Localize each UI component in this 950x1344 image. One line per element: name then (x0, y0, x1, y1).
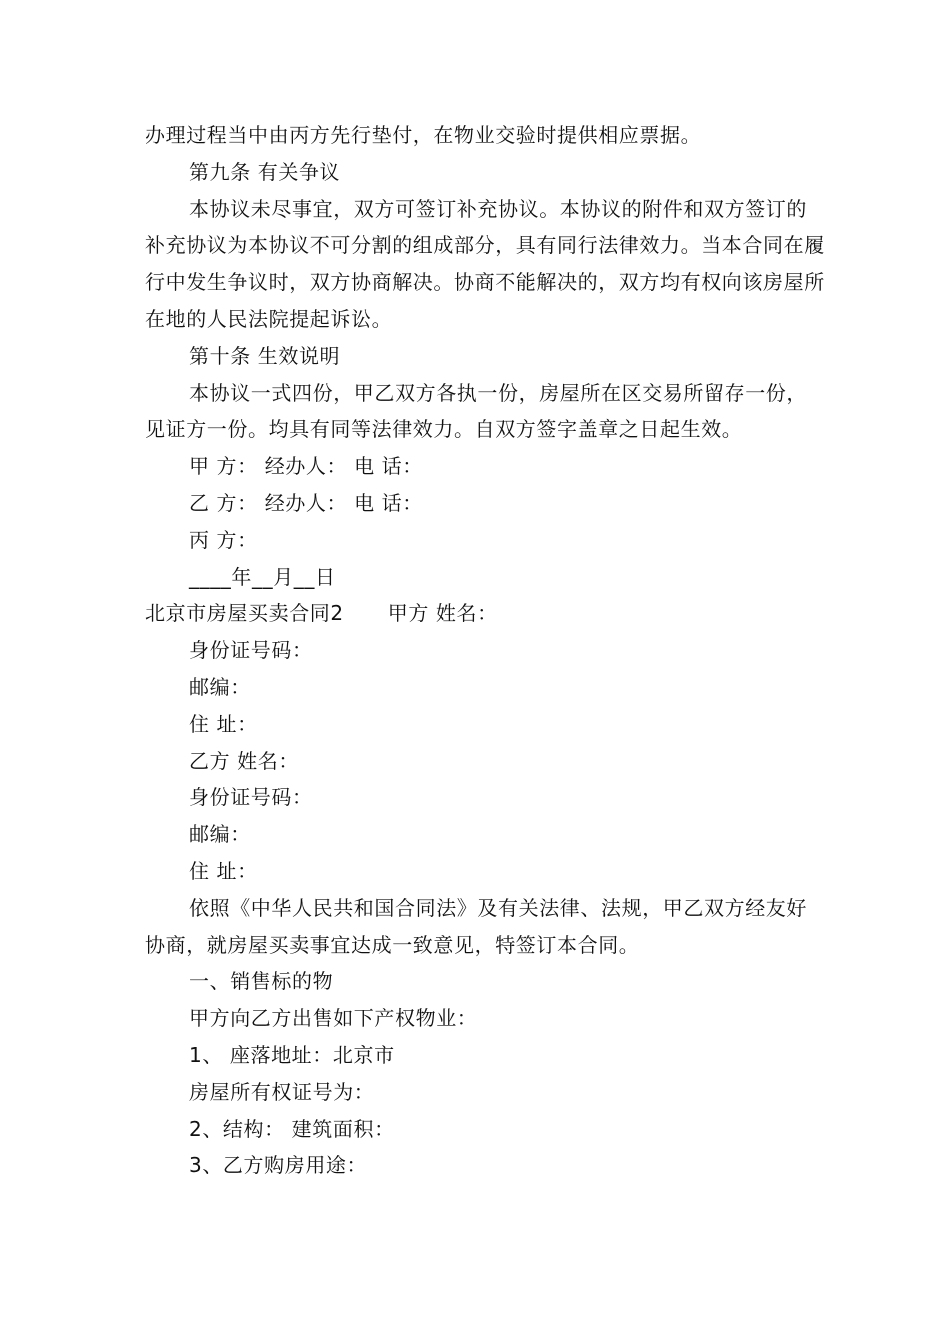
property-intro: 甲方向乙方出售如下产权物业： (189, 1006, 478, 1031)
signature-date: ____年__月__日 (189, 564, 336, 589)
document-body (145, 117, 825, 1184)
signature-party-c: 丙 方： (189, 527, 258, 552)
signature-party-b: 乙 方： 经办人： 电 话： (189, 490, 423, 515)
property-certificate: 房屋所有权证号为： (189, 1079, 375, 1104)
party-a-id-number: 身份证号码： (189, 638, 313, 663)
party-b-postcode: 邮编： (189, 822, 251, 847)
party-a-address: 住 址： (189, 711, 258, 736)
party-b-name-label: 乙方 姓名： (189, 748, 299, 773)
article-ten-heading: 第十条 生效说明 (189, 343, 341, 368)
section-one-heading: 一、销售标的物 (189, 969, 334, 994)
contract2-title: 北京市房屋买卖合同2 (145, 601, 344, 626)
party-b-address: 住 址： (189, 858, 258, 883)
article-nine-text: 本协议未尽事宜，双方可签订补充协议。本协议的附件和双方签订的补充协议为本协议不可分割的组成部分，具有同行法律效力。当本合同在履行中发生争议时，双方协商解决。协商不能解决的，双方均有权向该房屋所在地的人民法院提起诉讼。 (145, 196, 825, 331)
party-a-name-label: 甲方 姓名： (387, 601, 498, 626)
contract2-title-line (145, 595, 825, 632)
property-location: 1、 座落地址：北京市 (189, 1042, 395, 1067)
paragraph-continuation: 办理过程当中由丙方先行垫付，在物业交验时提供相应票据。 (145, 123, 702, 147)
article-ten-text: 本协议一式四份，甲乙双方各执一份，房屋所在区交易所留存一份，见证方一份。均具有同等法律效力。自双方签字盖章之日起生效。 (145, 380, 807, 442)
contract-preamble: 依照《中华人民共和国合同法》及有关法律、法规，甲乙双方经友好协商，就房屋买卖事宜达成一致意见，特签订本合同。 (145, 895, 807, 957)
party-b-id-number: 身份证号码： (189, 785, 313, 810)
property-purpose: 3、乙方购房用途： (189, 1153, 368, 1178)
signature-party-a: 甲 方： 经办人： 电 话： (189, 454, 423, 479)
party-a-postcode: 邮编： (189, 674, 251, 699)
property-structure: 2、结构： 建筑面积： (189, 1116, 395, 1141)
article-nine-heading: 第九条 有关争议 (189, 159, 341, 184)
